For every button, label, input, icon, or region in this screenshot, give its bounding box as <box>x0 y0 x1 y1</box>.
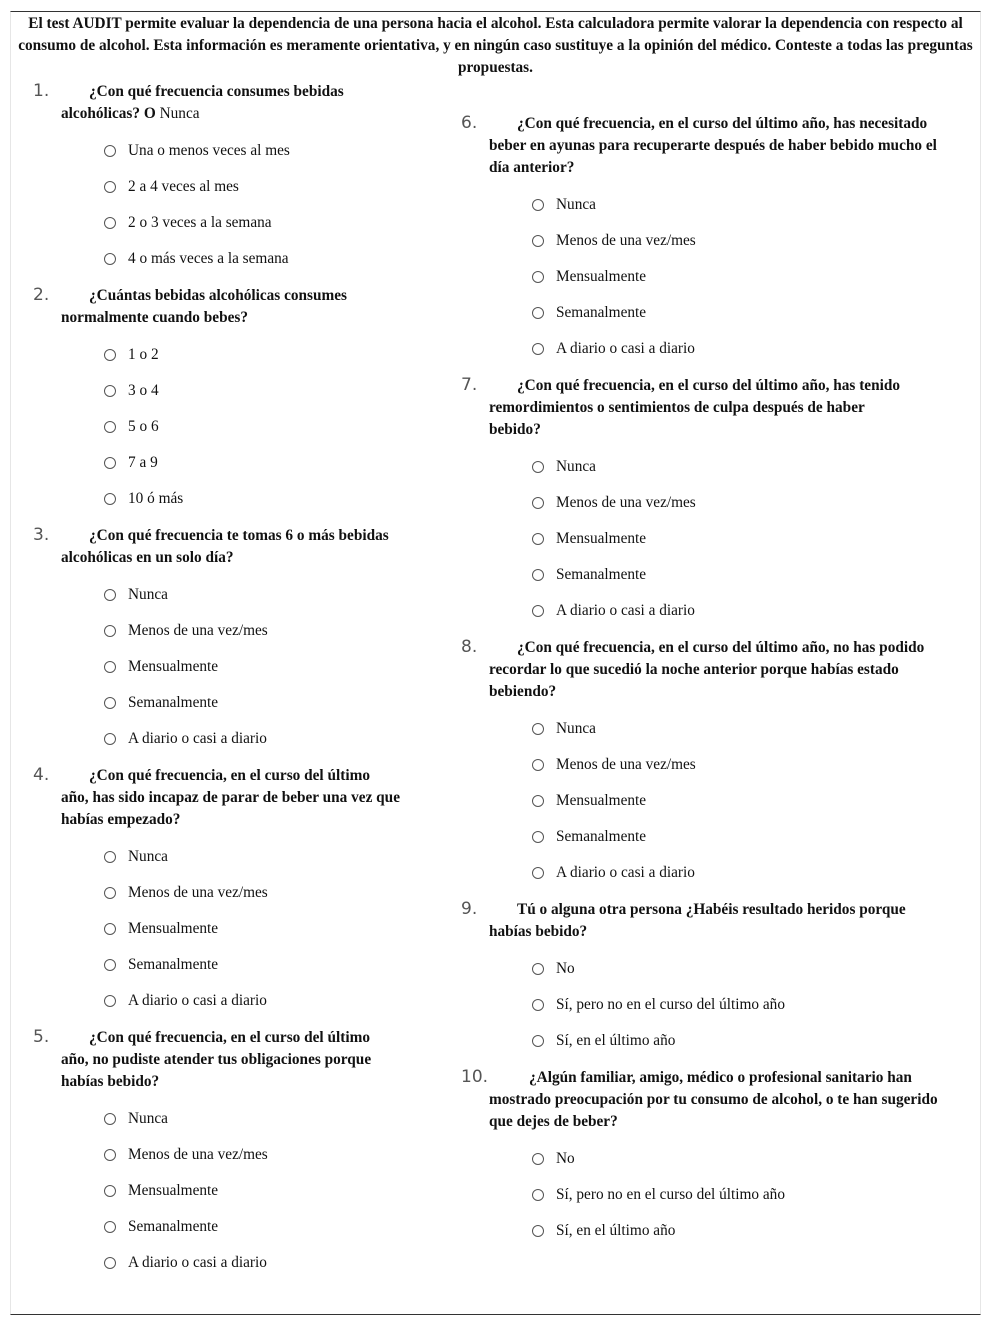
option-label: Nunca <box>556 196 596 213</box>
q9-option-3[interactable] <box>532 1031 675 1051</box>
radio-icon[interactable] <box>532 795 544 807</box>
option-label: 2 a 4 veces al mes <box>128 178 239 195</box>
question-label: Tú o alguna otra persona ¿Habéis resultado heridos porque habías bebido? <box>489 901 906 940</box>
question-label: ¿Con qué frecuencia te tomas 6 o más bebidas alcohólicas en un solo día? <box>61 527 389 566</box>
radio-icon[interactable] <box>104 1257 116 1269</box>
q2-option-2[interactable] <box>104 381 159 401</box>
radio-icon[interactable] <box>532 533 544 545</box>
radio-icon[interactable] <box>532 1225 544 1237</box>
option-label: 7 a 9 <box>128 454 158 471</box>
q5-option-4[interactable] <box>104 1217 218 1237</box>
q7-option-3[interactable] <box>532 529 646 549</box>
radio-icon[interactable] <box>104 385 116 397</box>
q4-option-3[interactable] <box>104 919 218 939</box>
radio-icon[interactable] <box>532 343 544 355</box>
option-label: Nunca <box>128 586 168 603</box>
radio-icon[interactable] <box>104 733 116 745</box>
question-3 <box>33 525 421 569</box>
option-label: Mensualmente <box>556 792 647 809</box>
question-number: 6. <box>461 113 478 133</box>
q10-option-2[interactable] <box>532 1185 785 1205</box>
option-label: A diario o casi a diario <box>556 864 695 881</box>
radio-icon[interactable] <box>532 307 544 319</box>
radio-icon[interactable] <box>532 759 544 771</box>
question-number: 9. <box>461 899 478 919</box>
question-10 <box>461 1067 959 1133</box>
question-number: 5. <box>33 1027 50 1047</box>
option-label: Nunca <box>556 720 596 737</box>
radio-icon[interactable] <box>532 1035 544 1047</box>
radio-icon[interactable] <box>104 851 116 863</box>
option-label: Sí, pero no en el curso del último año <box>556 996 785 1013</box>
question-7 <box>461 375 959 441</box>
radio-icon[interactable] <box>532 199 544 211</box>
question-label: ¿Con qué frecuencia consumes bebidas alcohólicas? O <box>61 83 344 122</box>
option-label: Sí, en el último año <box>556 1032 676 1049</box>
question-text <box>461 637 954 703</box>
radio-icon[interactable] <box>532 867 544 879</box>
question-label: ¿Algún familiar, amigo, médico o profesional sanitario han mostrado preocupación por tu consumo de alcohol, o te han sugerido que dejes de beber? <box>489 1069 938 1130</box>
q8-option-4[interactable] <box>532 827 646 847</box>
q3-option-1[interactable] <box>104 585 168 605</box>
question-text <box>33 285 361 329</box>
option-label: 5 o 6 <box>128 418 159 435</box>
radio-icon[interactable] <box>532 569 544 581</box>
q8-option-3[interactable] <box>532 791 646 811</box>
radio-icon[interactable] <box>104 217 116 229</box>
question-text <box>461 375 919 441</box>
q1-option-1[interactable] <box>104 141 290 161</box>
question-text <box>33 1027 386 1093</box>
q3-option-3[interactable] <box>104 657 218 677</box>
option-label: Menos de una vez/mes <box>128 884 268 901</box>
option-label: Semanalmente <box>556 304 647 321</box>
option-label: Mensualmente <box>556 268 647 285</box>
question-label: ¿Con qué frecuencia, en el curso del último año, has sido incapaz de parar de beber una vez que habías empezado? <box>61 767 400 828</box>
q6-option-4[interactable] <box>532 303 646 323</box>
q2-option-3[interactable] <box>104 417 159 437</box>
option-label: Sí, pero no en el curso del último año <box>556 1186 785 1203</box>
question-5 <box>33 1027 421 1093</box>
option-label: Mensualmente <box>128 1182 219 1199</box>
q5-option-2[interactable] <box>104 1145 268 1165</box>
q10-option-3[interactable] <box>532 1221 675 1241</box>
option-label: 10 ó más <box>128 490 184 507</box>
intro-text: El test AUDIT permite evaluar la dependencia de una persona hacia el alcohol. Esta calculadora permite valorar la dependencia con respecto al consumo de alcohol. Esta información es meramente orientativa, y en ningún caso sustituye a la opinión del médico. Conteste a todas las preguntas propuestas. <box>18 15 973 76</box>
question-number: 3. <box>33 525 50 545</box>
q8-option-1[interactable] <box>532 719 596 739</box>
option-label: Menos de una vez/mes <box>556 756 696 773</box>
radio-icon[interactable] <box>104 625 116 637</box>
radio-icon[interactable] <box>104 887 116 899</box>
q3-option-2[interactable] <box>104 621 268 641</box>
q7-option-5[interactable] <box>532 601 695 621</box>
radio-icon[interactable] <box>104 457 116 469</box>
q1-option-4[interactable] <box>104 249 289 269</box>
option-label: Semanalmente <box>128 694 219 711</box>
option-label: 3 o 4 <box>128 382 159 399</box>
q7-option-1[interactable] <box>532 457 596 477</box>
q5-option-5[interactable] <box>104 1253 267 1273</box>
option-label: Semanalmente <box>128 1218 219 1235</box>
question-text <box>461 1067 944 1133</box>
question-text <box>461 113 949 179</box>
question-1 <box>33 81 421 125</box>
option-label: A diario o casi a diario <box>128 730 267 747</box>
option-label: No <box>556 1150 575 1167</box>
option-label: Mensualmente <box>128 920 219 937</box>
question-4 <box>33 765 421 831</box>
question-text <box>33 525 411 569</box>
radio-icon[interactable] <box>104 1113 116 1125</box>
option-label: Una o menos veces al mes <box>128 142 290 159</box>
question-2 <box>33 285 421 329</box>
question-8 <box>461 637 959 703</box>
radio-icon[interactable] <box>104 697 116 709</box>
option-label: Sí, en el último año <box>556 1222 676 1239</box>
option-label: 1 o 2 <box>128 346 159 363</box>
q3-option-5[interactable] <box>104 729 267 749</box>
question-6 <box>461 113 959 179</box>
radio-icon[interactable] <box>532 999 544 1011</box>
question-label: ¿Con qué frecuencia, en el curso del último año, no has podido recordar lo que sucedió la noche anterior porque habías estado bebiendo? <box>489 639 925 700</box>
option-label: 4 o más veces a la semana <box>128 250 289 267</box>
radio-icon[interactable] <box>532 461 544 473</box>
option-label: Menos de una vez/mes <box>556 494 696 511</box>
option-label: A diario o casi a diario <box>556 340 695 357</box>
q4-option-4[interactable] <box>104 955 218 975</box>
q4-option-2[interactable] <box>104 883 268 903</box>
q7-option-4[interactable] <box>532 565 646 585</box>
option-label: Menos de una vez/mes <box>128 622 268 639</box>
radio-icon[interactable] <box>532 271 544 283</box>
q6-option-3[interactable] <box>532 267 646 287</box>
radio-icon[interactable] <box>532 1189 544 1201</box>
option-label: Menos de una vez/mes <box>128 1146 268 1163</box>
q5-option-3[interactable] <box>104 1181 218 1201</box>
q6-option-1[interactable] <box>532 195 596 215</box>
question-number: 2. <box>33 285 50 305</box>
radio-icon[interactable] <box>104 959 116 971</box>
q6-option-5[interactable] <box>532 339 695 359</box>
radio-icon[interactable] <box>532 723 544 735</box>
q3-option-4[interactable] <box>104 693 218 713</box>
question-number: 8. <box>461 637 478 657</box>
q5-option-1[interactable] <box>104 1109 168 1129</box>
question-label: ¿Cuántas bebidas alcohólicas consumes normalmente cuando bebes? <box>61 287 347 326</box>
radio-icon[interactable] <box>104 493 116 505</box>
question-text <box>33 81 361 125</box>
option-label: Menos de una vez/mes <box>556 232 696 249</box>
radio-icon[interactable] <box>532 605 544 617</box>
q9-option-2[interactable] <box>532 995 785 1015</box>
option-label: A diario o casi a diario <box>128 992 267 1009</box>
question-label: ¿Con qué frecuencia, en el curso del último año, no pudiste atender tus obligaciones porque habías bebido? <box>61 1029 372 1090</box>
radio-icon[interactable] <box>104 253 116 265</box>
radio-icon[interactable] <box>104 181 116 193</box>
radio-icon[interactable] <box>532 831 544 843</box>
radio-icon[interactable] <box>104 145 116 157</box>
option-label: Mensualmente <box>556 530 647 547</box>
question-number: 10. <box>461 1067 489 1087</box>
option-label: Nunca <box>128 848 168 865</box>
question-number: 4. <box>33 765 50 785</box>
option-label: 2 o 3 veces a la semana <box>128 214 272 231</box>
option-label: Nunca <box>128 1110 168 1127</box>
q2-option-1[interactable] <box>104 345 159 365</box>
inline-option-label: Nunca <box>159 105 200 122</box>
radio-icon[interactable] <box>104 1185 116 1197</box>
radio-icon[interactable] <box>104 923 116 935</box>
q6-option-2[interactable] <box>532 231 696 251</box>
option-label: Nunca <box>556 458 596 475</box>
radio-icon[interactable] <box>104 421 116 433</box>
q1-option-2[interactable] <box>104 177 239 197</box>
option-label: Semanalmente <box>556 566 647 583</box>
question-label: ¿Con qué frecuencia, en el curso del último año, has necesitado beber en ayunas para recuperarte después de haber bebido mucho el día anterior? <box>489 115 937 176</box>
q2-option-5[interactable] <box>104 489 183 509</box>
radio-icon[interactable] <box>104 589 116 601</box>
q8-option-5[interactable] <box>532 863 695 883</box>
radio-icon[interactable] <box>104 661 116 673</box>
q10-option-1[interactable] <box>532 1149 575 1169</box>
q9-option-1[interactable] <box>532 959 575 979</box>
question-number: 7. <box>461 375 478 395</box>
radio-icon[interactable] <box>532 1153 544 1165</box>
option-label: No <box>556 960 575 977</box>
q2-option-4[interactable] <box>104 453 158 473</box>
radio-icon[interactable] <box>532 497 544 509</box>
option-label: Mensualmente <box>128 658 219 675</box>
option-label: A diario o casi a diario <box>556 602 695 619</box>
radio-icon[interactable] <box>104 1221 116 1233</box>
option-label: Semanalmente <box>128 956 219 973</box>
q4-option-1[interactable] <box>104 847 168 867</box>
radio-icon[interactable] <box>104 995 116 1007</box>
question-text <box>33 765 401 831</box>
question-9 <box>461 899 959 943</box>
option-label: A diario o casi a diario <box>128 1254 267 1271</box>
question-number: 1. <box>33 81 50 101</box>
q4-option-5[interactable] <box>104 991 267 1011</box>
q1-option-3[interactable] <box>104 213 272 233</box>
radio-icon[interactable] <box>532 963 544 975</box>
radio-icon[interactable] <box>104 1149 116 1161</box>
radio-icon[interactable] <box>104 349 116 361</box>
question-label: ¿Con qué frecuencia, en el curso del último año, has tenido remordimientos o sentimientos de culpa después de haber bebido? <box>489 377 900 438</box>
option-label: Semanalmente <box>556 828 647 845</box>
question-text <box>461 899 939 943</box>
q8-option-2[interactable] <box>532 755 696 775</box>
radio-icon[interactable] <box>532 235 544 247</box>
q7-option-2[interactable] <box>532 493 696 513</box>
